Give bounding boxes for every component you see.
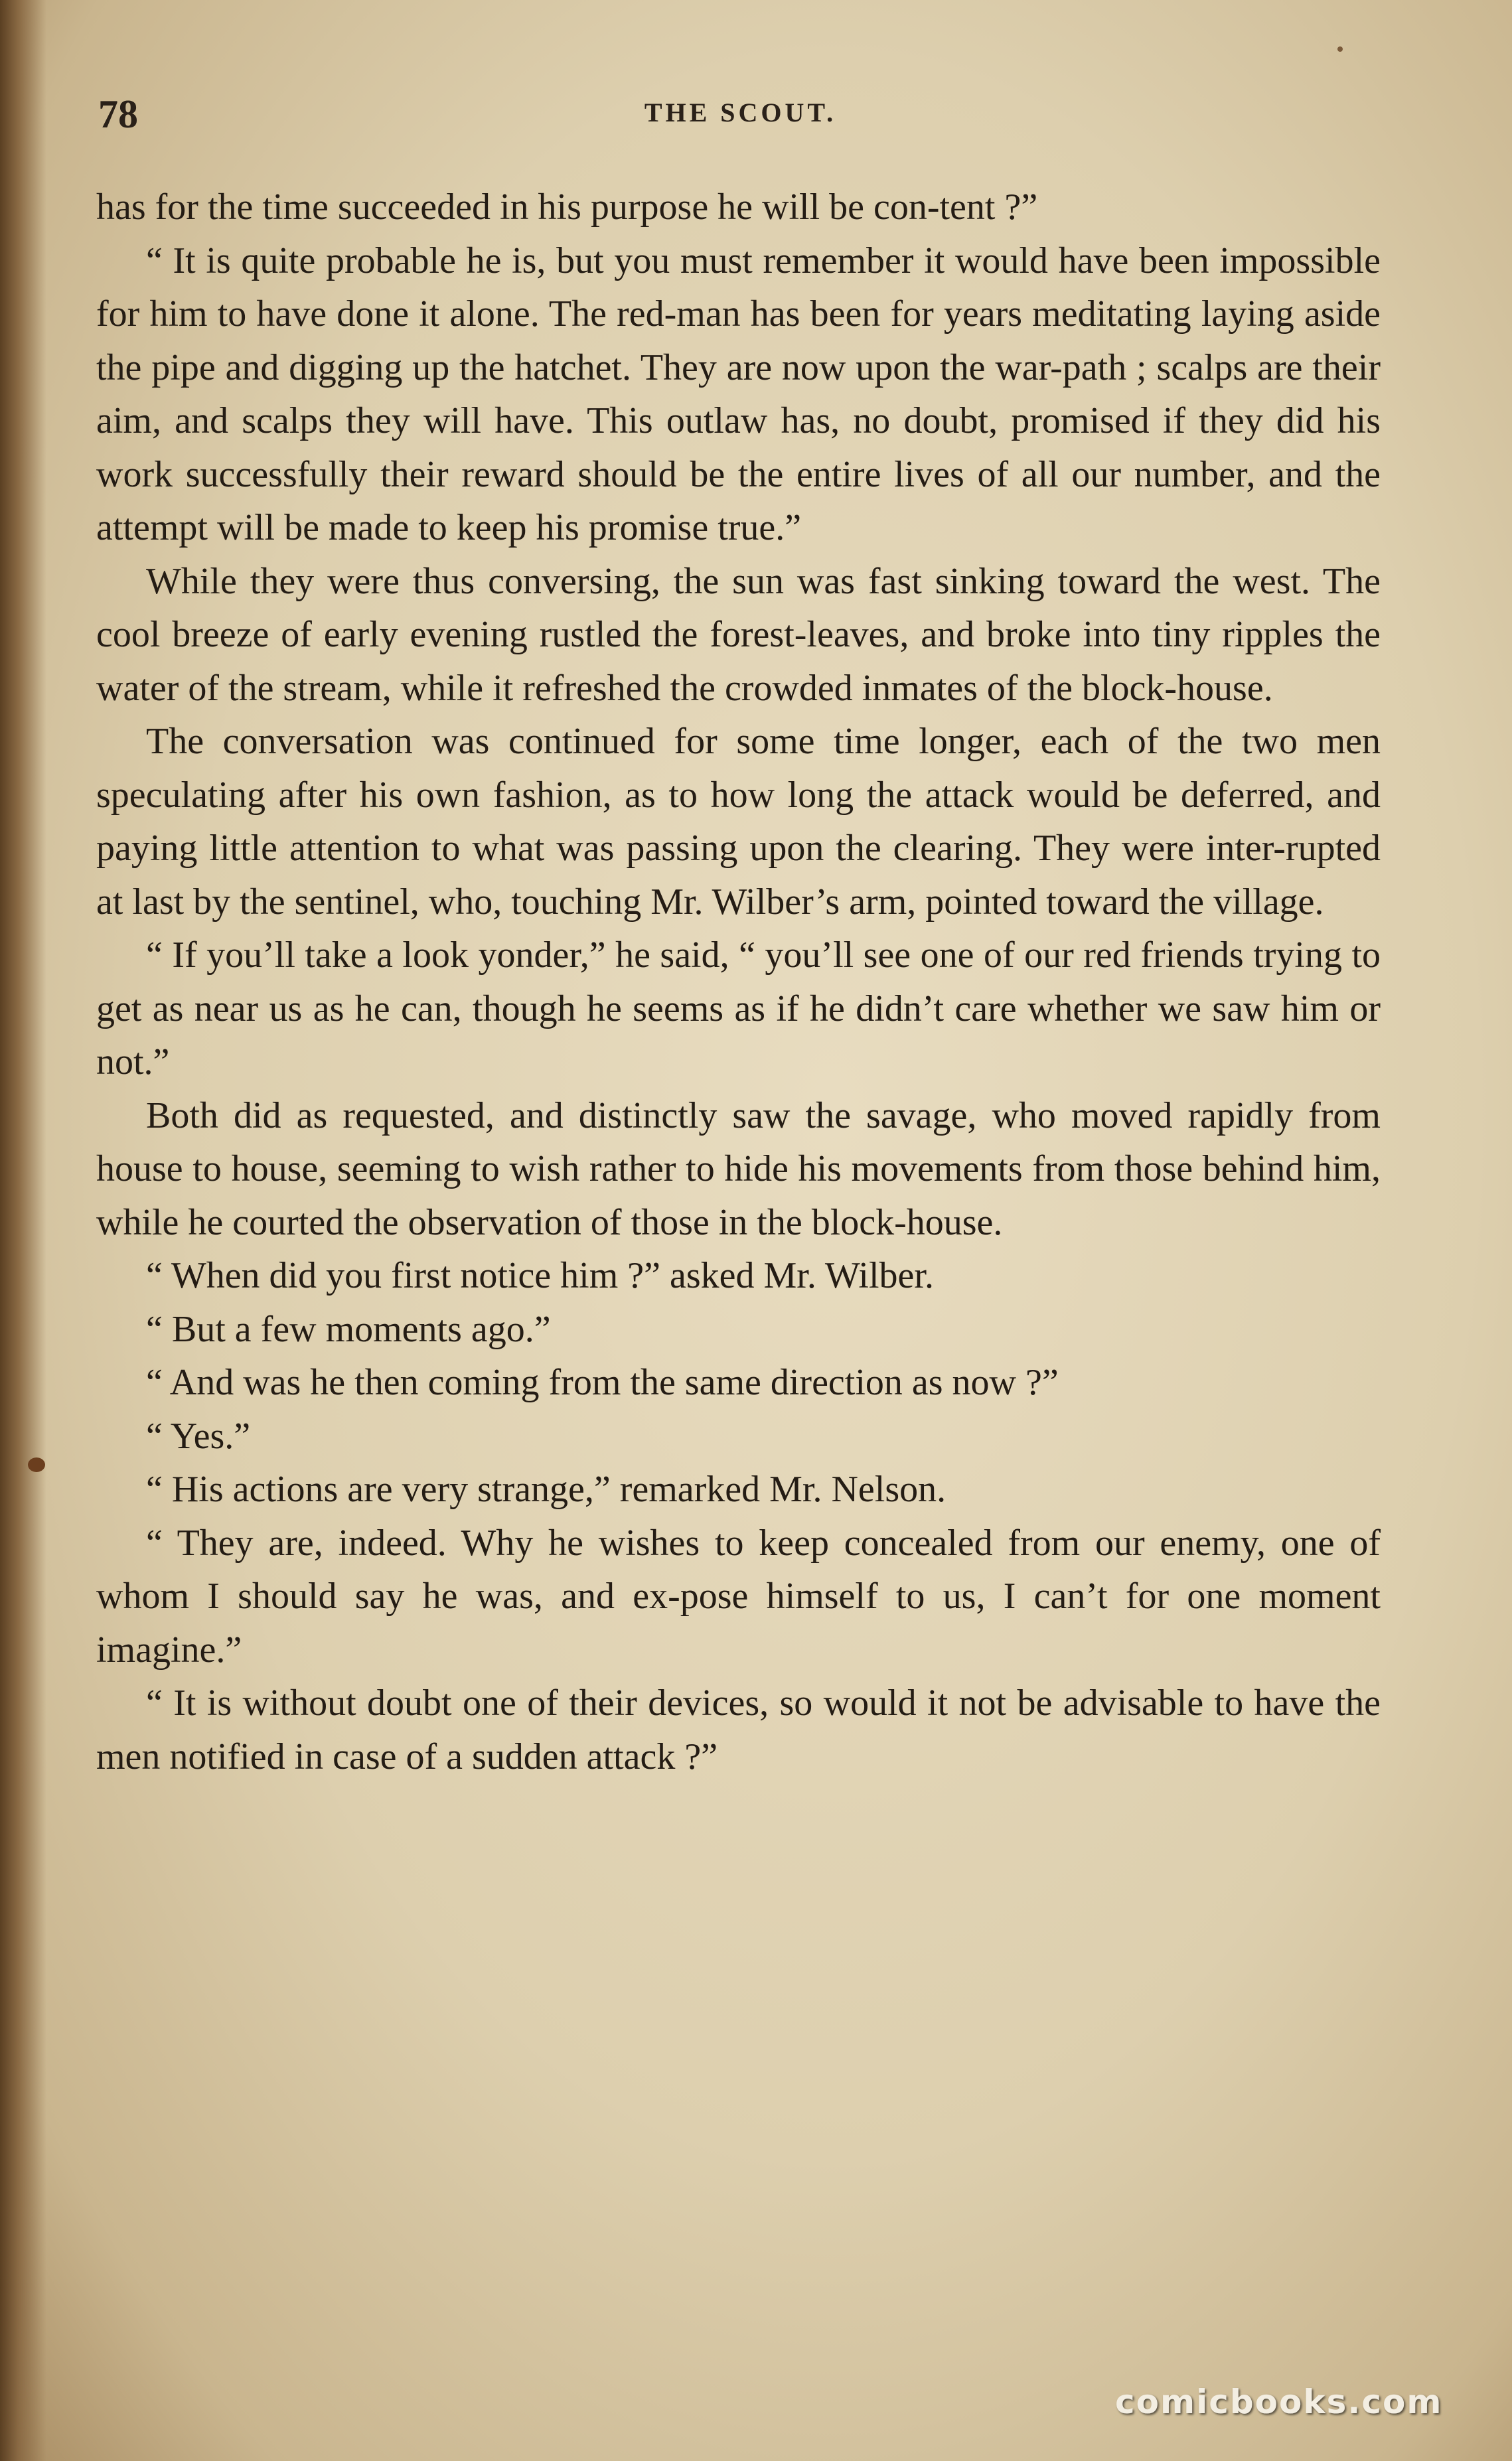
paragraph: The conversation was continued for some time longer, each of the two men speculating after his own fashion, as to how long the attack would be deferred, and paying little attention to what was passing upon the clearing. They were inter-rupted at last by the sentinel, who, touching Mr. Wilber’s arm, pointed toward the village. <box>96 721 1381 923</box>
ink-speck <box>28 1457 45 1472</box>
paragraph: “ If you’ll take a look yonder,” he said, “ you’ll see one of our red friends trying to get as near us as he can, though he seems as if he didn’t care whether we saw him or not.” <box>96 934 1381 1082</box>
paragraph: While they were thus conversing, the sun was fast sinking toward the west. The cool breeze of early evening rustled the forest-leaves, and broke into tiny ripples the water of the stream, while it refreshed the crowded inmates of the block-house. <box>96 560 1381 709</box>
paragraph: has for the time succeeded in his purpose he will be con-tent ?” <box>96 186 1038 228</box>
paragraph: “ But a few moments ago.” <box>146 1308 551 1350</box>
running-head: THE SCOUT. <box>644 98 837 127</box>
paragraph: “ And was he then coming from the same direction as now ?” <box>146 1362 1059 1403</box>
paragraph: Both did as requested, and distinctly saw the savage, who moved rapidly from house to house, seeming to wish rather to hide his movements from those behind him, while he courted the observation of those in the block-house. <box>96 1094 1381 1243</box>
page-gutter <box>0 0 46 2461</box>
paragraph: “ Yes.” <box>146 1415 251 1457</box>
paragraph: “ His actions are very strange,” remarked Mr. Nelson. <box>146 1469 946 1510</box>
page-number: 78 <box>98 92 138 136</box>
paragraph: “ It is quite probable he is, but you must remember it would have been impossible for him to have done it alone. The red-man has been for years meditating laying aside the pipe and digging up the hatchet. They are now upon the war-path ; scalps are their aim, and scalps they will have. This outlaw has, no doubt, promised if they did his work successfully their reward should be the entire lives of all our number, and the attempt will be made to keep his promise true.” <box>96 240 1381 548</box>
paragraph: “ They are, indeed. Why he wishes to keep concealed from our enemy, one of whom I should say he was, and ex-pose himself to us, I can’t for one moment imagine.” <box>96 1522 1381 1671</box>
paragraph: “ It is without doubt one of their devices, so would it not be advisable to have the men notified in case of a sudden attack ?” <box>96 1682 1381 1777</box>
page-header <box>98 92 1383 145</box>
paragraph: “ When did you first notice him ?” asked Mr. Wilber. <box>146 1255 934 1296</box>
site-watermark: comicbooks.com <box>1115 2383 1443 2421</box>
body-text <box>96 181 1381 1783</box>
ink-speck <box>1337 46 1343 52</box>
